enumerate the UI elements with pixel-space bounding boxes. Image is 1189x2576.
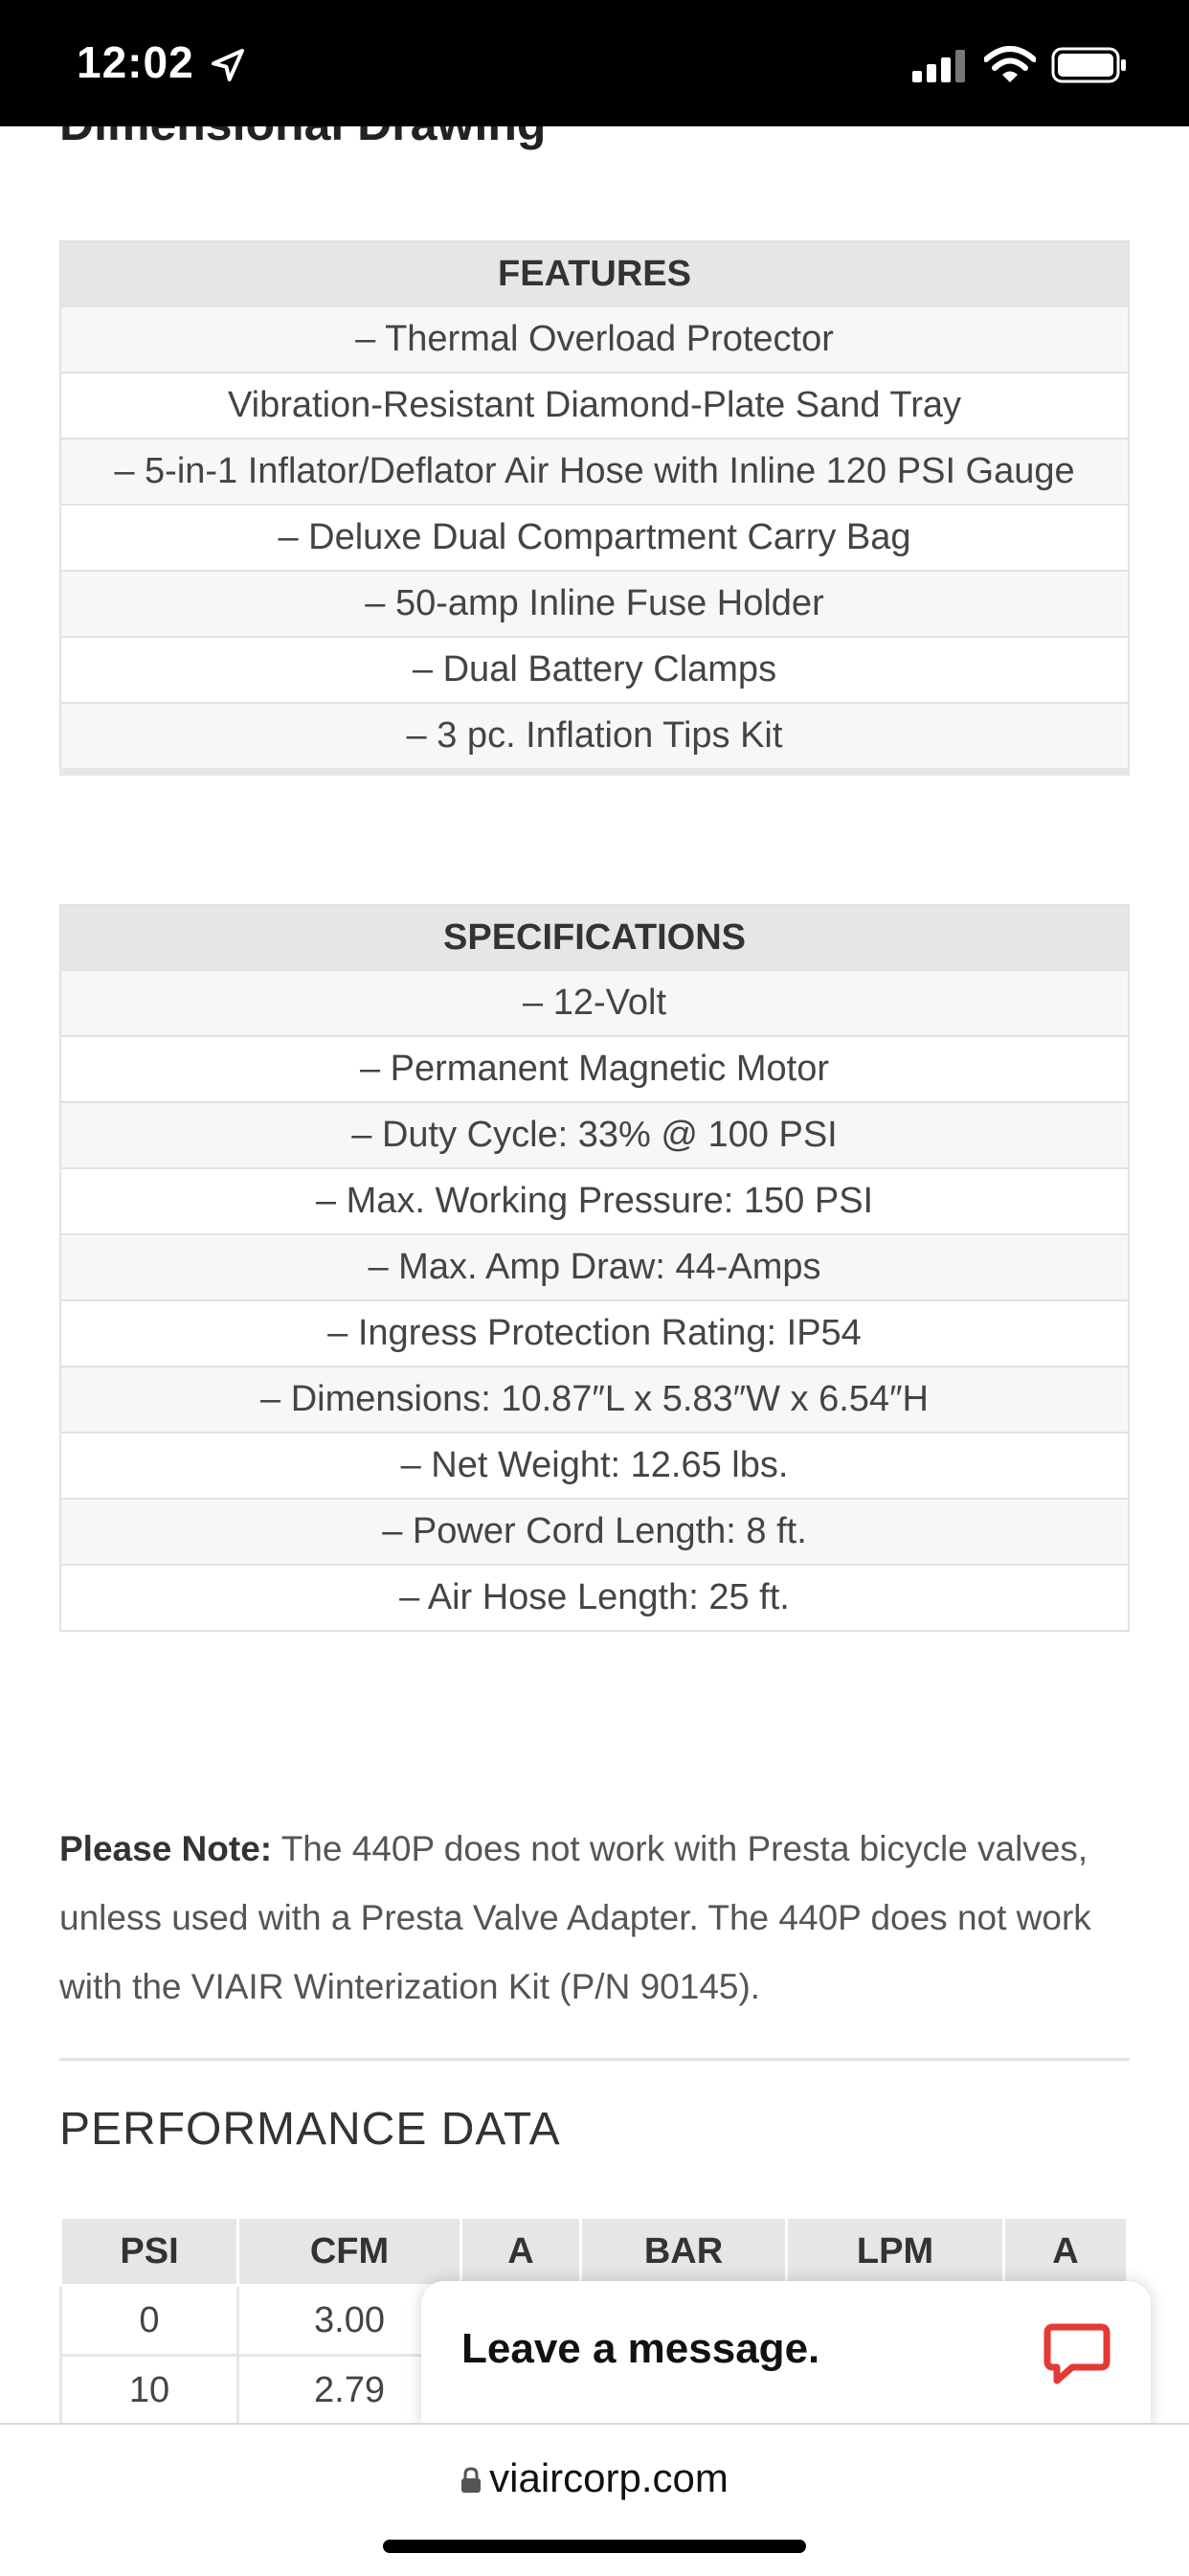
table-cell: – Duty Cycle: 33% @ 100 PSI xyxy=(60,1102,1129,1168)
cellular-signal-icon xyxy=(912,50,968,82)
table-cell: – Ingress Protection Rating: IP54 xyxy=(60,1300,1129,1367)
table-cell: Vibration-Resistant Diamond-Plate Sand Tray xyxy=(60,373,1129,439)
table-row xyxy=(60,439,1129,505)
table-cell: 3.00 xyxy=(238,2286,461,2356)
table-row xyxy=(60,637,1129,703)
url-text[interactable]: viaircorp.com xyxy=(489,2455,729,2500)
browser-bottom-bar xyxy=(0,2423,1189,2576)
please-note-paragraph xyxy=(59,1815,1130,2022)
table-row xyxy=(60,1499,1129,1565)
table-row xyxy=(60,373,1129,439)
table-row xyxy=(60,1565,1129,1631)
specifications-table xyxy=(59,904,1130,1632)
leave-message-label[interactable]: Leave a message. xyxy=(461,2325,820,2372)
table-row xyxy=(60,703,1129,772)
table-row xyxy=(60,1036,1129,1102)
table-row xyxy=(60,1300,1129,1367)
table-row xyxy=(60,1234,1129,1300)
table-cell: – 5-in-1 Inflator/Deflator Air Hose with Inline 120 PSI Gauge xyxy=(60,439,1129,505)
table-cell: – Deluxe Dual Compartment Carry Bag xyxy=(60,505,1129,571)
col-header-cfm: CFM xyxy=(238,2218,461,2286)
note-text: The 440P does not work with Presta bicycle valves, unless used with a Presta Valve Adapter. The 440P does not work with the VIAIR Winterization Kit (P/N 90145). xyxy=(59,1829,1091,2006)
table-cell: 10 xyxy=(61,2356,238,2426)
features-header: FEATURES xyxy=(60,241,1129,306)
table-cell: – Max. Amp Draw: 44-Amps xyxy=(60,1234,1129,1300)
table-row xyxy=(60,571,1129,637)
table-cell: – 12-Volt xyxy=(60,970,1129,1036)
col-header-lpm: LPM xyxy=(787,2218,1004,2286)
lock-icon xyxy=(460,2467,482,2494)
home-indicator[interactable] xyxy=(383,2540,806,2553)
table-cell: – Dual Battery Clamps xyxy=(60,637,1129,703)
table-cell: – 50-amp Inline Fuse Holder xyxy=(60,571,1129,637)
table-cell: – 3 pc. Inflation Tips Kit xyxy=(60,703,1129,772)
table-row xyxy=(60,306,1129,373)
note-label: Please Note: xyxy=(59,1829,273,1868)
col-header-bar: BAR xyxy=(581,2218,787,2286)
performance-data-title: PERFORMANCE DATA xyxy=(59,2104,561,2155)
table-cell: – Max. Working Pressure: 150 PSI xyxy=(60,1168,1129,1234)
table-row xyxy=(60,1433,1129,1499)
wifi-icon xyxy=(984,46,1036,84)
status-time: 12:02 xyxy=(77,37,194,87)
table-row xyxy=(60,1168,1129,1234)
table-cell: 0 xyxy=(61,2286,238,2356)
table-row xyxy=(60,1367,1129,1433)
table-row xyxy=(60,1102,1129,1168)
section-divider xyxy=(59,2058,1130,2061)
table-cell: – Net Weight: 12.65 lbs. xyxy=(60,1433,1129,1499)
chat-bubble-icon[interactable] xyxy=(1043,2321,1110,2384)
table-row xyxy=(60,505,1129,571)
table-row xyxy=(60,970,1129,1036)
location-arrow-icon xyxy=(209,46,247,84)
col-header-amps: A xyxy=(461,2218,581,2286)
leave-message-widget[interactable] xyxy=(421,2281,1151,2425)
specifications-header: SPECIFICATIONS xyxy=(60,905,1129,970)
features-table xyxy=(59,240,1130,776)
table-cell: – Thermal Overload Protector xyxy=(60,306,1129,373)
address-bar[interactable] xyxy=(0,2455,1189,2501)
battery-icon xyxy=(1051,46,1128,84)
status-bar xyxy=(0,0,1189,126)
table-cell: – Dimensions: 10.87″L x 5.83″W x 6.54″H xyxy=(60,1367,1129,1433)
col-header-amps-2: A xyxy=(1004,2218,1128,2286)
col-header-psi: PSI xyxy=(61,2218,238,2286)
table-cell: – Power Cord Length: 8 ft. xyxy=(60,1499,1129,1565)
table-cell: – Permanent Magnetic Motor xyxy=(60,1036,1129,1102)
table-cell: – Air Hose Length: 25 ft. xyxy=(60,1565,1129,1631)
table-cell: 2.79 xyxy=(238,2356,461,2426)
